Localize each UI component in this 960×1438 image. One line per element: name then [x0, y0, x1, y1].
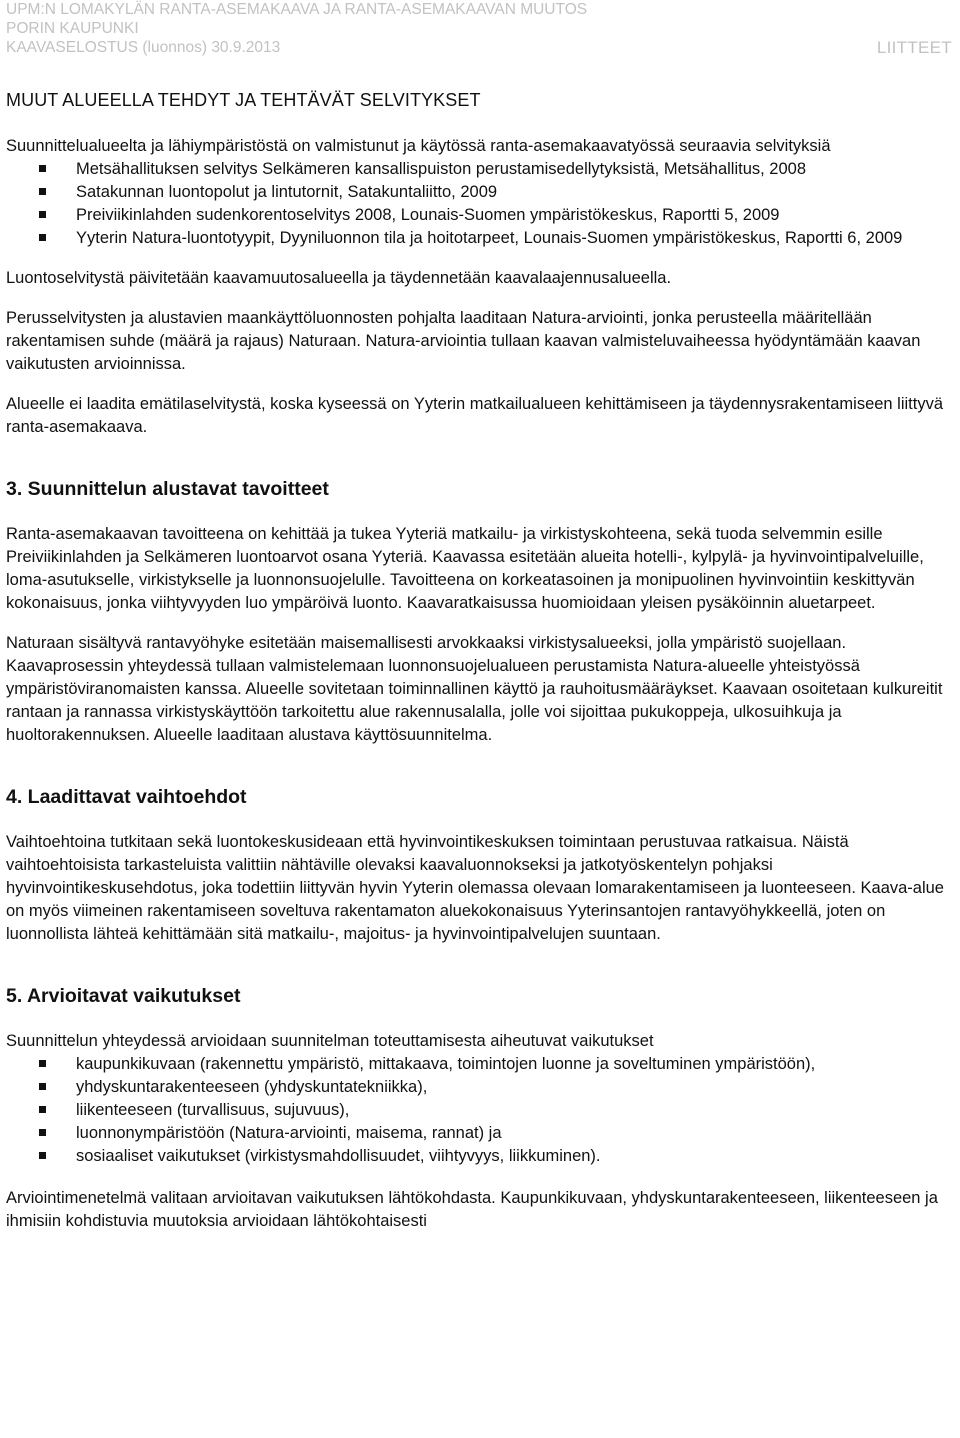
- section-5-heading: 5. Arvioitavat vaikutukset: [6, 985, 241, 1007]
- list-item: [6, 204, 956, 227]
- square-bullet-icon: [39, 1152, 46, 1159]
- surveys-intro: Suunnittelualueelta ja lähiympäristöstä on valmistunut ja käytössä ranta-asemakaavatyössä seuraavia selvityksiä: [6, 137, 831, 155]
- surveys-paragraph: Perusselvitysten ja alustavien maankäyttöluonnosten pohjalta laaditaan Natura-arviointi, jonka perusteella määritellään rakentamisen suhde (määrä ja rajaus) Naturaan. Natura-arviointia tullaan kaavan valmisteluvaiheessa hyödyntämään kaavan vaikutusten arvioinnissa.: [6, 309, 921, 373]
- square-bullet-icon: [39, 1083, 46, 1090]
- surveys-heading: MUUT ALUEELLA TEHDYT JA TEHTÄVÄT SELVITYKSET: [6, 90, 481, 110]
- list-item-text: luonnonympäristöön (Natura-arviointi, maisema, rannat) ja: [76, 1124, 502, 1142]
- list-item: [6, 1145, 956, 1168]
- surveys-list: [6, 158, 956, 250]
- list-item-text: Yyterin Natura-luontotyypit, Dyyniluonnon tila ja hoitotarpeet, Lounais-Suomen ympäristökeskus, Raportti 6, 2009: [76, 229, 903, 247]
- list-item: [6, 1076, 956, 1099]
- section-5-intro: Suunnittelun yhteydessä arvioidaan suunnitelman toteuttamisesta aiheutuvat vaikutukset: [6, 1032, 654, 1050]
- section-3-paragraph: Ranta-asemakaavan tavoitteena on kehittää ja tukea Yyteriä matkailu- ja virkistyskohteena, sekä tuoda selvemmin esille Preiviikinlahden ja Selkämeren luontoarvot osana Yyteriä. Kaavassa esitetään alueita hotelli-, kylpylä- ja hyvinvointipalveluille, loma-asutukselle, virkistykselle ja luonnonsuojelulle. Tavoitteena on korkeatasoinen ja monipuolinen hyvinvointiin keskittyvän kokonaisuus, jonka viihtyvyyden luo ympäröivä luonto. Kaavaratkaisussa huomioidaan yleisen pysäköinnin aluetarpeet.: [6, 525, 924, 612]
- list-item: [6, 227, 956, 250]
- square-bullet-icon: [39, 1060, 46, 1067]
- list-item-text: sosiaaliset vaikutukset (virkistysmahdollisuudet, viihtyvyys, liikkuminen).: [76, 1147, 601, 1165]
- list-item: [6, 1099, 956, 1122]
- list-item-text: Preiviikinlahden sudenkorentoselvitys 2008, Lounais-Suomen ympäristökeskus, Raportti 5, 2009: [76, 206, 780, 224]
- list-item-text: yhdyskuntarakenteeseen (yhdyskuntatekniikka),: [76, 1078, 428, 1096]
- document-body: [6, 89, 956, 1233]
- list-item: [6, 1053, 956, 1076]
- list-item-text: Metsähallituksen selvitys Selkämeren kansallispuiston perustamisedellytyksistä, Metsähallitus, 2008: [76, 160, 807, 178]
- square-bullet-icon: [39, 1106, 46, 1113]
- header-municipality: PORIN KAUPUNKI: [6, 20, 139, 37]
- section-4-heading: 4. Laadittavat vaihtoehdot: [6, 786, 247, 808]
- section-3-paragraph: Naturaan sisältyvä rantavyöhyke esitetään maisemallisesti arvokkaaksi virkistysalueeksi, jolla ympäristö suojellaan. Kaavaprosessin yhteydessä tullaan valmistelemaan luonnonsuojelualueen perustamista Natura-alueelle yhteistyössä ympäristöviranomaisten kanssa. Alueelle sovitetaan toiminnallinen käyttö ja rauhoitusmääräykset. Kaavaan osoitetaan kulkureitit rantaan ja rannassa virkistyskäyttöön tarkoitettu alue rakennusalalla, jolle voi sijoittaa pukukoppeja, ulkosuihkuja ja huoltorakennuksen. Alueelle laaditaan alustava käyttösuunnitelma.: [6, 634, 943, 744]
- square-bullet-icon: [39, 188, 46, 195]
- square-bullet-icon: [39, 211, 46, 218]
- page-header: [6, 0, 954, 60]
- list-item-text: kaupunkikuvaan (rakennettu ympäristö, mittakaava, toimintojen luonne ja soveltuminen ympäristöön),: [76, 1055, 816, 1073]
- header-project-title: UPM:N LOMAKYLÄN RANTA-ASEMAKAAVA JA RANTA-ASEMAKAAVAN MUUTOS: [6, 1, 588, 18]
- square-bullet-icon: [39, 1129, 46, 1136]
- surveys-paragraph: Luontoselvitystä päivitetään kaavamuutosalueella ja täydennetään kaavalaajennusalueella.: [6, 269, 672, 287]
- section-5-closing: Arviointimenetelmä valitaan arvioitavan vaikutuksen lähtökohdasta. Kaupunkikuvaan, yhdyskuntarakenteeseen, liikenteeseen ja ihmisiin kohdistuvia muutoksia arvioidaan lähtökohtaisesti: [6, 1189, 938, 1230]
- square-bullet-icon: [39, 234, 46, 241]
- header-document-version: KAAVASELOSTUS (luonnos) 30.9.2013: [6, 39, 281, 56]
- surveys-paragraph: Alueelle ei laadita emätilaselvitystä, koska kyseessä on Yyterin matkailualueen kehittämiseen ja täydennysrakentamiseen liittyvä ranta-asemakaava.: [6, 395, 944, 436]
- square-bullet-icon: [39, 165, 46, 172]
- section-4-paragraph: Vaihtoehtoina tutkitaan sekä luontokeskusideaan että hyvinvointikeskuksen toimintaan perustuvaa ratkaisua. Näistä vaihtoehtoisista tarkasteluista valittiin nähtäville olevaksi kaavaluonnokseksi ja jatkotyöskentelyn pohjaksi hyvinvointikeskusehdotus, joka todettiin liittyvän hyvin Yyterin olemassa olevaan lomarakentamiseen ja luonteeseen. Kaava-alue on myös viimeinen rakentamiseen soveltuva rakentamaton aluekokonaisuus Yyterinsantojen rantavyöhykkeellä, joten on luonnollista lähteä kehittämään sitä matkailu-, majoitus- ja hyvinvointipalvelujen suuntaan.: [6, 833, 944, 943]
- list-item-text: liikenteeseen (turvallisuus, sujuvuus),: [76, 1101, 350, 1119]
- impacts-list: [6, 1053, 956, 1168]
- list-item: [6, 158, 956, 181]
- header-section-label: LIITTEET: [876, 38, 952, 57]
- section-3-heading: 3. Suunnittelun alustavat tavoitteet: [6, 478, 329, 500]
- list-item-text: Satakunnan luontopolut ja lintutornit, Satakuntaliitto, 2009: [76, 183, 498, 201]
- list-item: [6, 181, 956, 204]
- list-item: [6, 1122, 956, 1145]
